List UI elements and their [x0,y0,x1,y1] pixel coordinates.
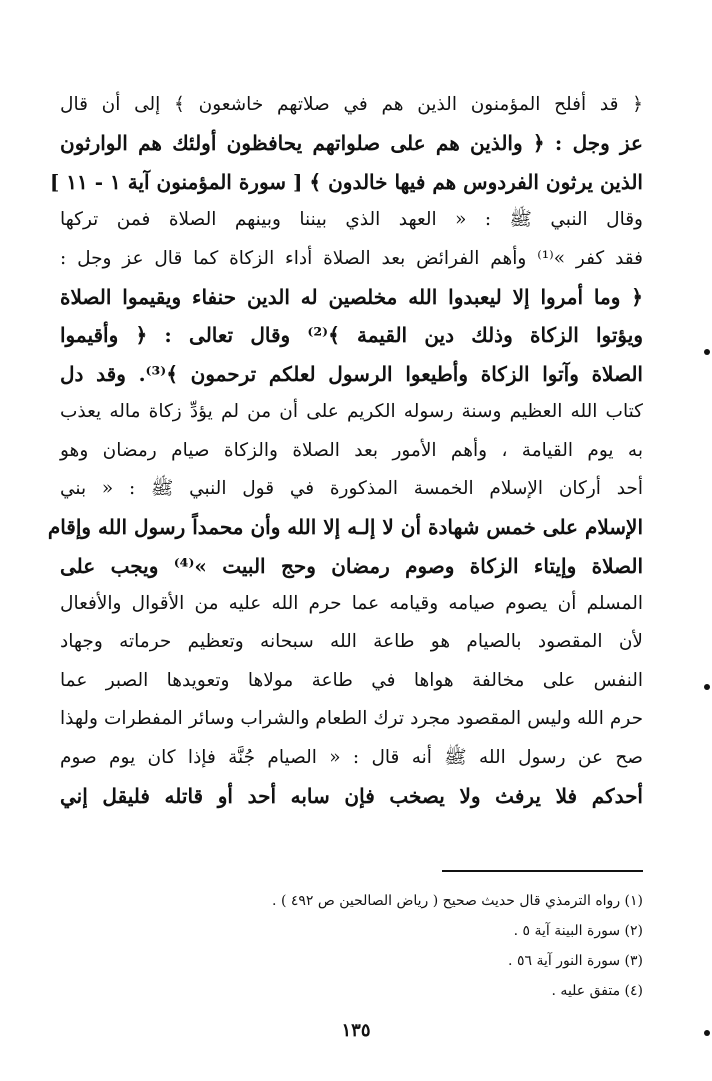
text-line: فقد كفر »⁽¹⁾ وأهم الفرائض بعد الصلاة أداء الزكاة كما قال عز وجل : [60,247,643,269]
scan-mark [704,349,710,355]
text-line: الإسلام على خمس شهادة أن لا إلـه إلا الله وأن محمداً رسول الله وإقام [47,515,643,540]
text-line: صح عن رسول الله ﷺ أنه قال : « الصيام جُنَّة فإذا كان يوم صوم [60,746,643,768]
text-line: وقال النبي ﷺ : « العهد الذي بيننا وبينهم الصلاة فمن تركها [60,209,643,231]
text-line: الصلاة وآتوا الزكاة وأطيعوا الرسول لعلكم ترحمون ﴾⁽³⁾. وقد دل [60,361,643,386]
text-line: أحد أركان الإسلام الخمسة المذكورة في قول النبي ﷺ : « بني [60,477,643,499]
page-number: ١٣٥ [341,1020,371,1041]
text-line: به يوم القيامة ، وأهم الأمور بعد الصلاة والزكاة صيام رمضان وهو [60,439,643,461]
text-line: الصلاة وإيتاء الزكاة وصوم رمضان وحج البيت »⁽⁴⁾ ويجب على [60,553,643,578]
footnotes [60,886,643,1006]
footnote-separator [442,870,643,872]
footnote: (١) رواه الترمذي قال حديث صحيح ( رياض الصالحين ص ٤٩٢ ) . [272,893,643,909]
main-text [47,86,643,815]
footnote: (٣) سورة النور آية ٥٦ . [508,953,643,969]
text-line: الذين يرثون الفردوس هم فيها خالدون ﴾ [ سورة المؤمنون آية ١ - ١١ ] [49,169,643,194]
text-line: لأن المقصود بالصيام هو طاعة الله سبحانه وتعظيم حرماته وجهاد [60,631,643,653]
text-line: عز وجل : ﴿ والذين هم على صلواتهم يحافظون أولئك هم الوارثون [60,131,643,156]
text-line: ﴿ قد أفلح المؤمنون الذين هم في صلاتهم خاشعون ﴾ إلى أن قال [60,94,643,115]
text-line: المسلم أن يصوم صيامه وقيامه عما حرم الله عليه من الأقوال والأفعال [60,593,643,615]
footnote: (٤) متفق عليه . [551,983,643,999]
scan-mark [704,684,710,690]
scan-mark [704,1030,710,1036]
text-line: أحدكم فلا يرفث ولا يصخب فإن سابه أحد أو قاتله فليقل إني [60,784,643,809]
text-line: حرم الله وليس المقصود مجرد ترك الطعام والشراب وسائر المفطرات ولهذا [60,708,643,730]
text-line: النفس على مخالفة هواها في طاعة مولاها وتعويدها الصبر عما [60,669,643,691]
footnote: (٢) سورة البينة آية ٥ . [513,923,643,939]
text-line: كتاب الله العظيم وسنة رسوله الكريم على أن من لم يؤدِّ زكاة ماله يعذب [60,401,643,423]
text-line: ويؤتوا الزكاة وذلك دين القيمة ﴾⁽²⁾ وقال تعالى : ﴿ وأقيموا [60,323,643,348]
text-line: ﴿ وما أمروا إلا ليعبدوا الله مخلصين له الدين حنفاء ويقيموا الصلاة [60,284,643,309]
